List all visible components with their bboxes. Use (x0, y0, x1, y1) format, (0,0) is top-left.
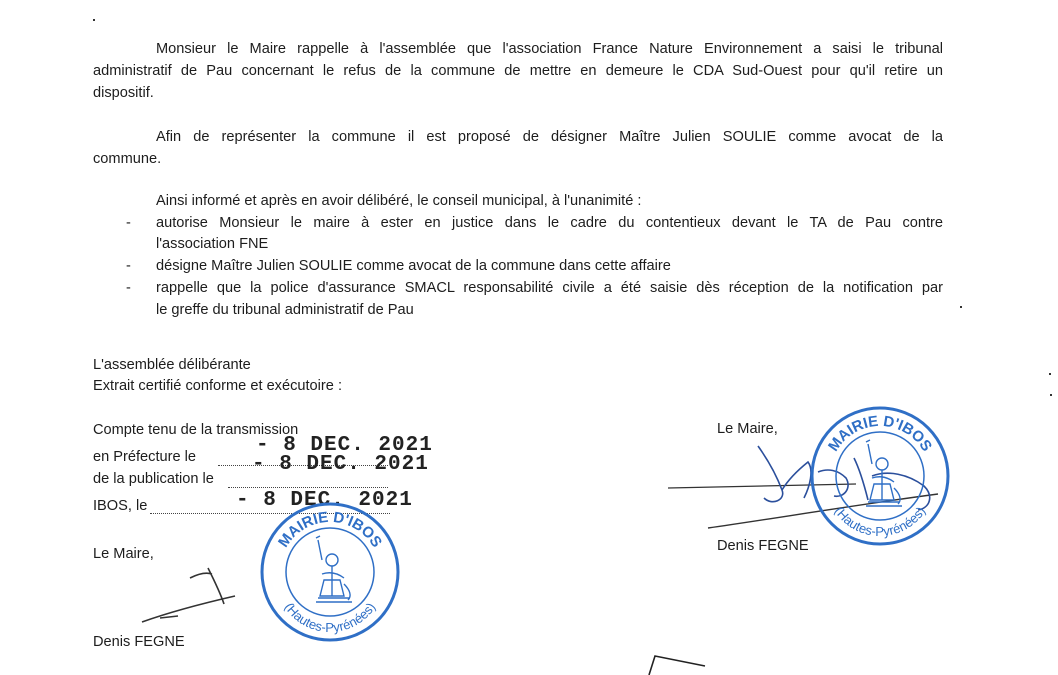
stamp-date-ibos: - 8 DEC. 2021 (236, 489, 413, 512)
bullet-item: l'association FNE (156, 236, 269, 252)
scan-speck (93, 19, 95, 21)
decision-intro: Ainsi informé et après en avoir délibéré, le conseil municipal, à l'unanimité : (156, 193, 642, 209)
seal-top-text: MAIRIE D'IBOS (274, 508, 386, 551)
publication-dotted-line (228, 487, 388, 488)
left-signatory-name: Denis FEGNE (93, 634, 185, 650)
page-edge-mark (645, 652, 725, 675)
transmission-label: Compte tenu de la transmission (93, 422, 299, 438)
paragraph-line: Afin de représenter la commune il est proposé de désigner Maître Julien SOULIE comme avocat de la (156, 129, 943, 145)
stamp-date-publication: - 8 DEC. 2021 (252, 453, 429, 476)
prefecture-label: en Préfecture le (93, 449, 197, 465)
publication-label: de la publication le (93, 471, 214, 487)
bullet-marker: - (126, 280, 131, 296)
right-signatory-name: Denis FEGNE (717, 538, 809, 554)
seal-bottom-text: (Hautes-Pyrénées) (831, 503, 929, 540)
right-signatory-title: Le Maire, (717, 421, 778, 437)
paragraph-line: Monsieur le Maire rappelle à l'assemblée que l'association France Nature Environnement a saisi le tribunal (156, 41, 943, 57)
ibos-date-label: IBOS, le (93, 498, 148, 514)
paragraph-line: administratif de Pau concernant le refus de la commune de mettre en demeure le CDA Sud-Ouest pour qu'il retire un (93, 63, 943, 79)
scan-speck (1050, 394, 1052, 396)
assembly-label: L'assemblée délibérante (93, 357, 251, 373)
bullet-item: le greffe du tribunal administratif de Pau (156, 302, 414, 318)
paragraph-line: commune. (93, 151, 162, 167)
left-official-seal (258, 500, 402, 644)
liberty-figure-icon (316, 536, 352, 602)
left-signatory-title: Le Maire, (93, 546, 154, 562)
bullet-item: autorise Monsieur le maire à ester en justice dans le cadre du contentieux devant le TA de Pau contre (156, 215, 943, 231)
scan-speck (1049, 373, 1051, 375)
seal-bottom-text: (Hautes-Pyrénées) (281, 599, 379, 636)
bullet-item: désigne Maître Julien SOULIE comme avocat de la commune dans cette affaire (156, 258, 671, 274)
paragraph-line: dispositif. (93, 85, 154, 101)
bullet-marker: - (126, 258, 131, 274)
certified-label: Extrait certifié conforme et exécutoire : (93, 378, 343, 394)
bullet-marker: - (126, 215, 131, 231)
right-official-seal (808, 404, 952, 548)
scan-speck (960, 306, 962, 308)
stamp-date-prefecture: - 8 DEC. 2021 (256, 434, 433, 457)
bullet-item: rappelle que la police d'assurance SMACL responsabilité civile a été saisie dès réception de la notification par (156, 280, 943, 296)
seal-top-text: MAIRIE D'IBOS (824, 412, 936, 455)
liberty-figure-icon (866, 440, 902, 506)
